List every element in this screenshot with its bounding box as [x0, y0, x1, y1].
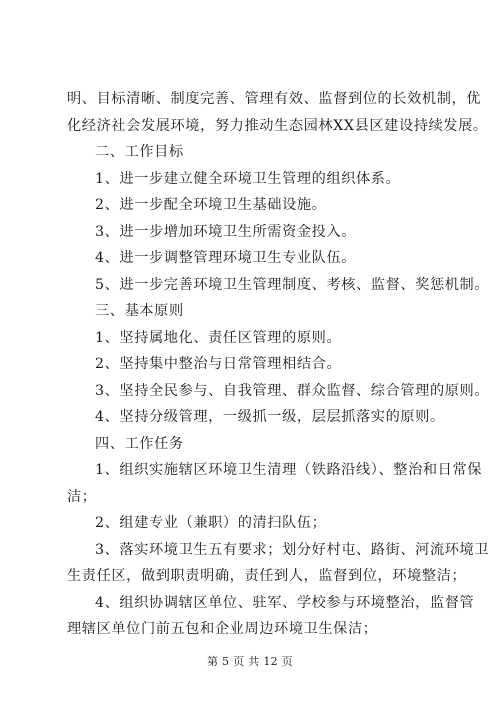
- text-line: 化经济社会发展环境，努力推动生态园林XX县区建设持续发展。: [67, 117, 488, 134]
- text-line: 1、进一步建立健全环境卫生管理的组织体系。: [95, 170, 401, 187]
- text-line: 3、坚持全民参与、自我管理、群众监督、综合管理的原则。: [95, 382, 490, 399]
- text-line: 3、落实环境卫生五有要求；划分好村屯、路街、河流环境卫: [95, 541, 490, 558]
- text-line: 5、进一步完善环境卫生管理制度、考核、监督、奖惩机制。: [95, 276, 490, 293]
- text-line: 2、坚持集中整治与日常管理相结合。: [95, 356, 342, 372]
- text-line: 1、坚持属地化、责任区管理的原则。: [95, 329, 342, 346]
- text-line: 四、工作任务: [95, 435, 184, 452]
- text-line: 4、坚持分级管理，一级抓一级，层层抓落实的原则。: [95, 409, 445, 425]
- text-line: 三、基本原则: [95, 303, 184, 319]
- text-line: 理辖区单位门前五包和企业周边环境卫生保洁；: [67, 621, 378, 637]
- text-line: 2、组建专业（兼职）的清扫队伍；: [95, 515, 327, 531]
- text-line: 1、组织实施辖区环境卫生清理（铁路沿线）、整治和日常保: [95, 462, 483, 478]
- text-line: 洁；: [67, 488, 97, 505]
- text-line: 明、目标清晰、制度完善、管理有效、监督到位的长效机制，优: [67, 91, 482, 107]
- page-footer: 第 5 页 共 12 页: [206, 655, 294, 668]
- text-line: 3、进一步增加环境卫生所需资金投入。: [95, 223, 357, 240]
- text-line: 2、进一步配全环境卫生基础设施。: [95, 197, 327, 213]
- text-line: 二、工作目标: [95, 144, 184, 160]
- text-line: 4、进一步调整管理环境卫生专业队伍。: [95, 250, 357, 266]
- document-body: [67, 86, 490, 643]
- text-line: 4、组织协调辖区单位、驻军、学校参与环境整治，监督管: [95, 594, 475, 611]
- text-line: 生责任区，做到职责明确，责任到人，监督到位，环境整洁；: [67, 568, 467, 584]
